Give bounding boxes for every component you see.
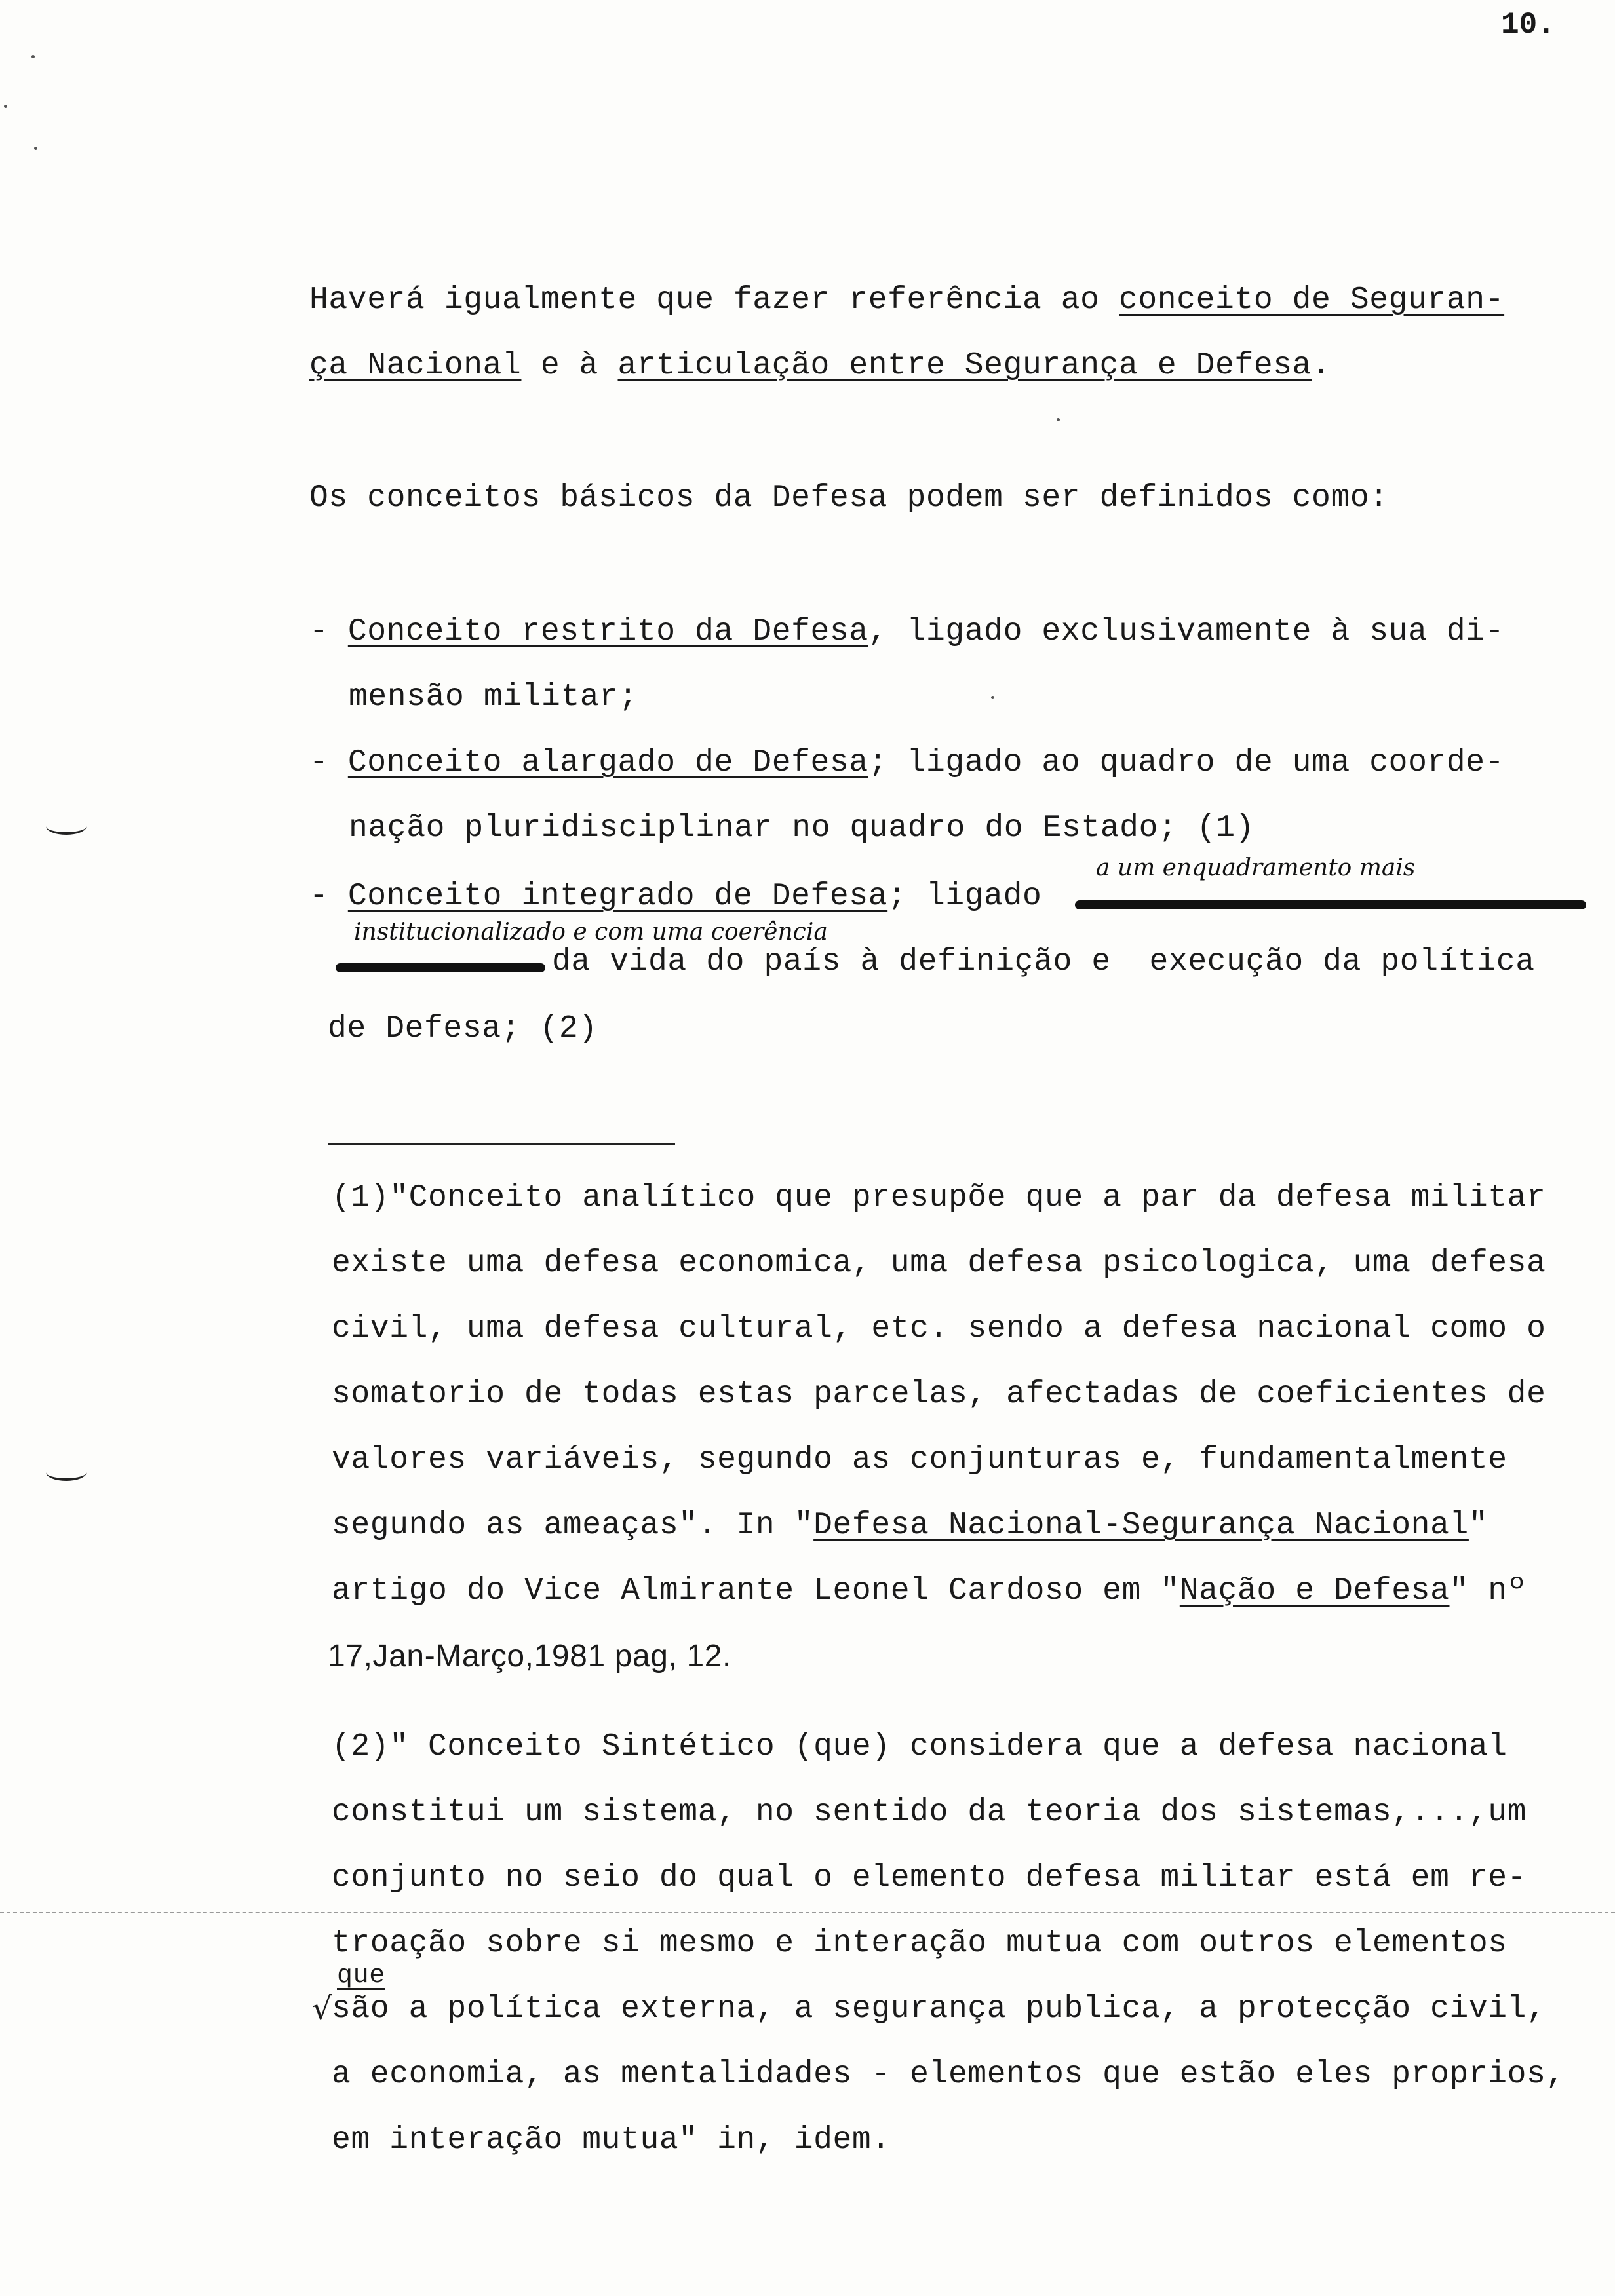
footnote-1-line-2: existe uma defesa economica, uma defesa psicologica, uma defesa	[332, 1246, 1546, 1281]
bullet-integrado-line-1	[309, 877, 1041, 916]
intro-underlined-term: articulação entre Segurança e Defesa	[617, 348, 1312, 383]
intro-underlined-term: ça Nacional	[309, 348, 522, 383]
scan-speck	[34, 147, 37, 150]
scan-speck	[4, 105, 7, 108]
footnote-cited-title: Defesa Nacional-Segurança Nacional	[813, 1508, 1469, 1543]
footnote-text: segundo as ameaças". In "	[332, 1508, 814, 1543]
bullet-alargado-line-1	[309, 743, 1504, 782]
intro-text: .	[1312, 348, 1331, 383]
footnote-1-line-7	[332, 1571, 1527, 1611]
bullet-integrado-line-2: da vida do país à definição e execução da política	[552, 944, 1535, 980]
margin-mark	[46, 1464, 87, 1481]
footnote-2-line-3: conjunto no seio do qual o elemento defesa militar está em re-	[332, 1860, 1527, 1896]
footnote-2-line-4: troação sobre si mesmo e interação mutua com outros elementos	[332, 1926, 1508, 1961]
footnote-text: " nº	[1449, 1573, 1527, 1609]
footnote-1-line-3: civil, uma defesa cultural, etc. sendo a defesa nacional como o	[332, 1311, 1546, 1347]
scan-speck	[1057, 418, 1060, 421]
footnote-1-line-4: somatorio de todas estas parcelas, afectadas de coeficientes de	[332, 1377, 1546, 1412]
footnote-2-line-2: constitui um sistema, no sentido da teoria dos sistemas,...,um	[332, 1795, 1527, 1830]
handwritten-insert-1: a um enquadramento mais	[1096, 854, 1416, 881]
bullet-text: ; ligado	[887, 879, 1042, 914]
bullet-dash: -	[309, 745, 348, 780]
bullet-term: Conceito alargado de Defesa	[347, 745, 868, 780]
scan-speck	[991, 696, 994, 699]
margin-mark	[46, 818, 87, 835]
bullet-dash: -	[309, 879, 348, 914]
footnote-2-line-5: são a política externa, a segurança publica, a protecção civil,	[332, 1991, 1546, 2027]
bullet-alargado-line-2: nação pluridisciplinar no quadro do Estado; (1)	[349, 811, 1255, 846]
concepts-intro: Os conceitos básicos da Defesa podem ser definidos como:	[309, 480, 1389, 516]
bullet-restrito-line-1	[309, 612, 1504, 651]
bullet-term: Conceito restrito da Defesa	[347, 614, 868, 649]
bullet-integrado-line-3: de Defesa; (2)	[328, 1011, 598, 1046]
intro-underlined-term: conceito de Seguran-	[1119, 282, 1505, 318]
intro-line-1	[309, 280, 1504, 320]
footnote-separator	[328, 1143, 675, 1145]
caret-mark: √	[312, 1991, 333, 2027]
scan-speck	[31, 55, 35, 58]
page-number: 10.	[1501, 8, 1555, 42]
footnote-2-caret-insert: que	[337, 1961, 385, 1991]
footnote-2-line-7: em interação mutua" in, idem.	[332, 2122, 891, 2158]
handwritten-insert-2: institucionalizado e com uma coerência	[354, 919, 828, 946]
struck-out-text	[336, 963, 545, 972]
footnote-1-line-8: 17,Jan-Março,1981 pag, 12.	[328, 1639, 731, 1674]
struck-out-text	[1075, 900, 1586, 909]
bullet-dash: -	[309, 614, 348, 649]
bullet-restrito-line-2: mensão militar;	[349, 679, 638, 715]
footnote-cited-title: Nação e Defesa	[1179, 1573, 1450, 1609]
footnote-1-line-6	[332, 1506, 1488, 1545]
intro-text: e à	[521, 348, 618, 383]
scan-fold-line	[0, 1912, 1615, 1913]
footnote-1-line-5: valores variáveis, segundo as conjunturas e, fundamentalmente	[332, 1442, 1508, 1478]
footnote-text: "	[1468, 1508, 1489, 1543]
footnote-2-line-6: a economia, as mentalidades - elementos que estão eles proprios,	[332, 2057, 1565, 2092]
footnote-2-line-1: (2)" Conceito Sintético (que) considera que a defesa nacional	[332, 1729, 1508, 1765]
footnote-text: artigo do Vice Almirante Leonel Cardoso em "	[332, 1573, 1180, 1609]
intro-line-2	[309, 346, 1331, 385]
footnote-1-line-1: (1)"Conceito analítico que presupõe que a par da defesa militar	[332, 1180, 1546, 1215]
bullet-text: ; ligado ao quadro de uma coorde-	[868, 745, 1505, 780]
bullet-text: , ligado exclusivamente à sua di-	[868, 614, 1505, 649]
intro-text: Haverá igualmente que fazer referência ao	[309, 282, 1119, 318]
bullet-term: Conceito integrado de Defesa	[347, 879, 888, 914]
